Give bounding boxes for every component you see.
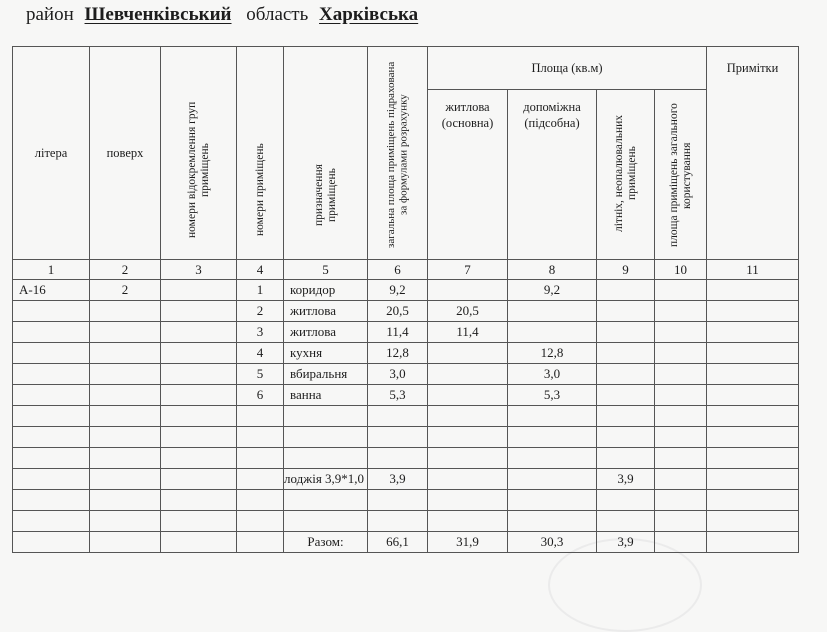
empty-cell (13, 490, 90, 511)
totals-row (13, 532, 799, 553)
cell-purpose: житлова (284, 322, 368, 343)
cell-summer (597, 280, 655, 301)
cell-summer (597, 448, 655, 469)
empty-cell (90, 469, 161, 490)
table-row (13, 322, 799, 343)
cell-notes (707, 280, 799, 301)
cell-purpose: кухня (284, 343, 368, 364)
empty-cell (655, 532, 707, 553)
cell-notes (707, 427, 799, 448)
cell-group (161, 364, 237, 385)
empty-cell (597, 490, 655, 511)
region-label: область (246, 4, 309, 25)
cell-notes (707, 364, 799, 385)
cell-common (655, 280, 707, 301)
cell-total: 11,4 (368, 322, 428, 343)
loggia-total: 3,9 (368, 469, 428, 490)
empty-cell (237, 490, 284, 511)
col-number: 2 (90, 260, 161, 280)
empty-cell (597, 511, 655, 532)
empty-cell (284, 490, 368, 511)
header-common: площа приміщень загального користування (655, 90, 707, 260)
cell-summer (597, 385, 655, 406)
header-auxiliary: допоміжна (підсобна) (508, 90, 597, 260)
cell-notes (707, 343, 799, 364)
empty-cell (368, 490, 428, 511)
cell-num (237, 427, 284, 448)
cell-floor (90, 322, 161, 343)
cell-purpose (284, 448, 368, 469)
district-value: Шевченківський (84, 4, 232, 25)
cell-summer (597, 301, 655, 322)
cell-living (428, 364, 508, 385)
table-row (13, 343, 799, 364)
cell-floor (90, 427, 161, 448)
header-summer: літніх, неопалювальних приміщень (597, 90, 655, 260)
cell-common (655, 322, 707, 343)
cell-common (655, 385, 707, 406)
empty-cell (428, 511, 508, 532)
cell-notes (707, 448, 799, 469)
table-row (13, 490, 799, 511)
cell-living: 11,4 (428, 322, 508, 343)
col-number: 8 (508, 260, 597, 280)
cell-total: 9,2 (368, 280, 428, 301)
col-number: 4 (237, 260, 284, 280)
empty-cell (161, 511, 237, 532)
table-row (13, 448, 799, 469)
loggia-summer: 3,9 (597, 469, 655, 490)
empty-cell (707, 490, 799, 511)
empty-cell (90, 490, 161, 511)
empty-cell (428, 469, 508, 490)
cell-group (161, 448, 237, 469)
empty-cell (161, 532, 237, 553)
cell-common (655, 427, 707, 448)
empty-cell (508, 490, 597, 511)
cell-num (237, 406, 284, 427)
empty-cell (237, 469, 284, 490)
cell-floor (90, 385, 161, 406)
totals-summer: 3,9 (597, 532, 655, 553)
totals-aux: 30,3 (508, 532, 597, 553)
table-row (13, 427, 799, 448)
col-number: 6 (368, 260, 428, 280)
cell-aux: 9,2 (508, 280, 597, 301)
cell-litera (13, 385, 90, 406)
empty-cell (13, 532, 90, 553)
cell-litera (13, 343, 90, 364)
cell-summer (597, 343, 655, 364)
region-value: Харківська (319, 4, 419, 25)
table-row (13, 301, 799, 322)
cell-purpose: ванна (284, 385, 368, 406)
table-row (13, 280, 799, 301)
col-number: 9 (597, 260, 655, 280)
cell-purpose: вбиральня (284, 364, 368, 385)
empty-cell (161, 469, 237, 490)
empty-cell (707, 511, 799, 532)
cell-group (161, 301, 237, 322)
cell-living: 20,5 (428, 301, 508, 322)
empty-cell (655, 490, 707, 511)
cell-aux (508, 322, 597, 343)
cell-notes (707, 406, 799, 427)
table-row (13, 385, 799, 406)
empty-cell (90, 511, 161, 532)
cell-group (161, 427, 237, 448)
cell-group (161, 343, 237, 364)
cell-floor (90, 364, 161, 385)
table-row (13, 406, 799, 427)
cell-num: 1 (237, 280, 284, 301)
cell-num: 3 (237, 322, 284, 343)
cell-common (655, 364, 707, 385)
cell-litera (13, 406, 90, 427)
empty-cell (655, 511, 707, 532)
cell-total: 20,5 (368, 301, 428, 322)
empty-cell (368, 511, 428, 532)
cell-living (428, 343, 508, 364)
cell-notes (707, 301, 799, 322)
cell-num (237, 448, 284, 469)
empty-cell (707, 532, 799, 553)
cell-aux: 5,3 (508, 385, 597, 406)
header-total-area: загальна площа приміщень підрахована за формулами розрахунку (368, 47, 428, 260)
cell-group (161, 280, 237, 301)
cell-num: 6 (237, 385, 284, 406)
district-label: район (26, 4, 74, 25)
col-number: 3 (161, 260, 237, 280)
cell-floor (90, 448, 161, 469)
cell-aux (508, 301, 597, 322)
empty-cell (508, 511, 597, 532)
cell-litera (13, 301, 90, 322)
header-group-numbers: номери відокремлення груп приміщень (161, 47, 237, 260)
empty-cell (13, 511, 90, 532)
cell-summer (597, 322, 655, 343)
cell-summer (597, 427, 655, 448)
col-number: 10 (655, 260, 707, 280)
empty-cell (13, 469, 90, 490)
empty-cell (161, 490, 237, 511)
header-purpose: призначення приміщень (284, 47, 368, 260)
table-row (13, 511, 799, 532)
totals-label: Разом: (284, 532, 368, 553)
empty-cell (707, 469, 799, 490)
cell-group (161, 322, 237, 343)
header-area-group: Площа (кв.м) (428, 47, 707, 90)
cell-summer (597, 406, 655, 427)
header-notes: Примітки (707, 47, 799, 260)
cell-living (428, 385, 508, 406)
cell-litera (13, 364, 90, 385)
empty-cell (284, 511, 368, 532)
cell-floor (90, 301, 161, 322)
cell-num: 4 (237, 343, 284, 364)
empty-cell (90, 532, 161, 553)
empty-cell (237, 511, 284, 532)
cell-living (428, 280, 508, 301)
header-living: житлова (основна) (428, 90, 508, 260)
cell-num: 2 (237, 301, 284, 322)
cell-floor: 2 (90, 280, 161, 301)
cell-litera (13, 322, 90, 343)
empty-cell (508, 469, 597, 490)
cell-litera: А-16 (13, 280, 90, 301)
cell-summer (597, 364, 655, 385)
document-header (26, 4, 428, 26)
cell-common (655, 406, 707, 427)
cell-living (428, 427, 508, 448)
cell-floor (90, 343, 161, 364)
cell-purpose (284, 427, 368, 448)
cell-notes (707, 322, 799, 343)
cell-living (428, 448, 508, 469)
cell-aux (508, 406, 597, 427)
cell-total: 3,0 (368, 364, 428, 385)
explication-table (12, 46, 799, 553)
cell-group (161, 406, 237, 427)
cell-common (655, 448, 707, 469)
empty-cell (428, 490, 508, 511)
col-number: 11 (707, 260, 799, 280)
header-room-numbers: номери приміщень (237, 47, 284, 260)
cell-floor (90, 406, 161, 427)
cell-total: 5,3 (368, 385, 428, 406)
col-number: 5 (284, 260, 368, 280)
totals-living: 31,9 (428, 532, 508, 553)
cell-total (368, 448, 428, 469)
cell-group (161, 385, 237, 406)
table-row (13, 364, 799, 385)
cell-living (428, 406, 508, 427)
header-floor: поверх (90, 47, 161, 260)
cell-total (368, 427, 428, 448)
header-litera: літера (13, 47, 90, 260)
cell-purpose: житлова (284, 301, 368, 322)
cell-total (368, 406, 428, 427)
cell-common (655, 301, 707, 322)
cell-litera (13, 448, 90, 469)
totals-total: 66,1 (368, 532, 428, 553)
col-number: 7 (428, 260, 508, 280)
col-number: 1 (13, 260, 90, 280)
cell-litera (13, 427, 90, 448)
cell-aux (508, 427, 597, 448)
empty-cell (655, 469, 707, 490)
cell-common (655, 343, 707, 364)
cell-num: 5 (237, 364, 284, 385)
cell-total: 12,8 (368, 343, 428, 364)
cell-purpose: коридор (284, 280, 368, 301)
loggia-row (13, 469, 799, 490)
cell-aux: 3,0 (508, 364, 597, 385)
column-number-row (13, 260, 799, 280)
empty-cell (237, 532, 284, 553)
loggia-label: лоджія 3,9*1,0 (284, 469, 368, 490)
cell-notes (707, 385, 799, 406)
cell-purpose (284, 406, 368, 427)
cell-aux: 12,8 (508, 343, 597, 364)
cell-aux (508, 448, 597, 469)
